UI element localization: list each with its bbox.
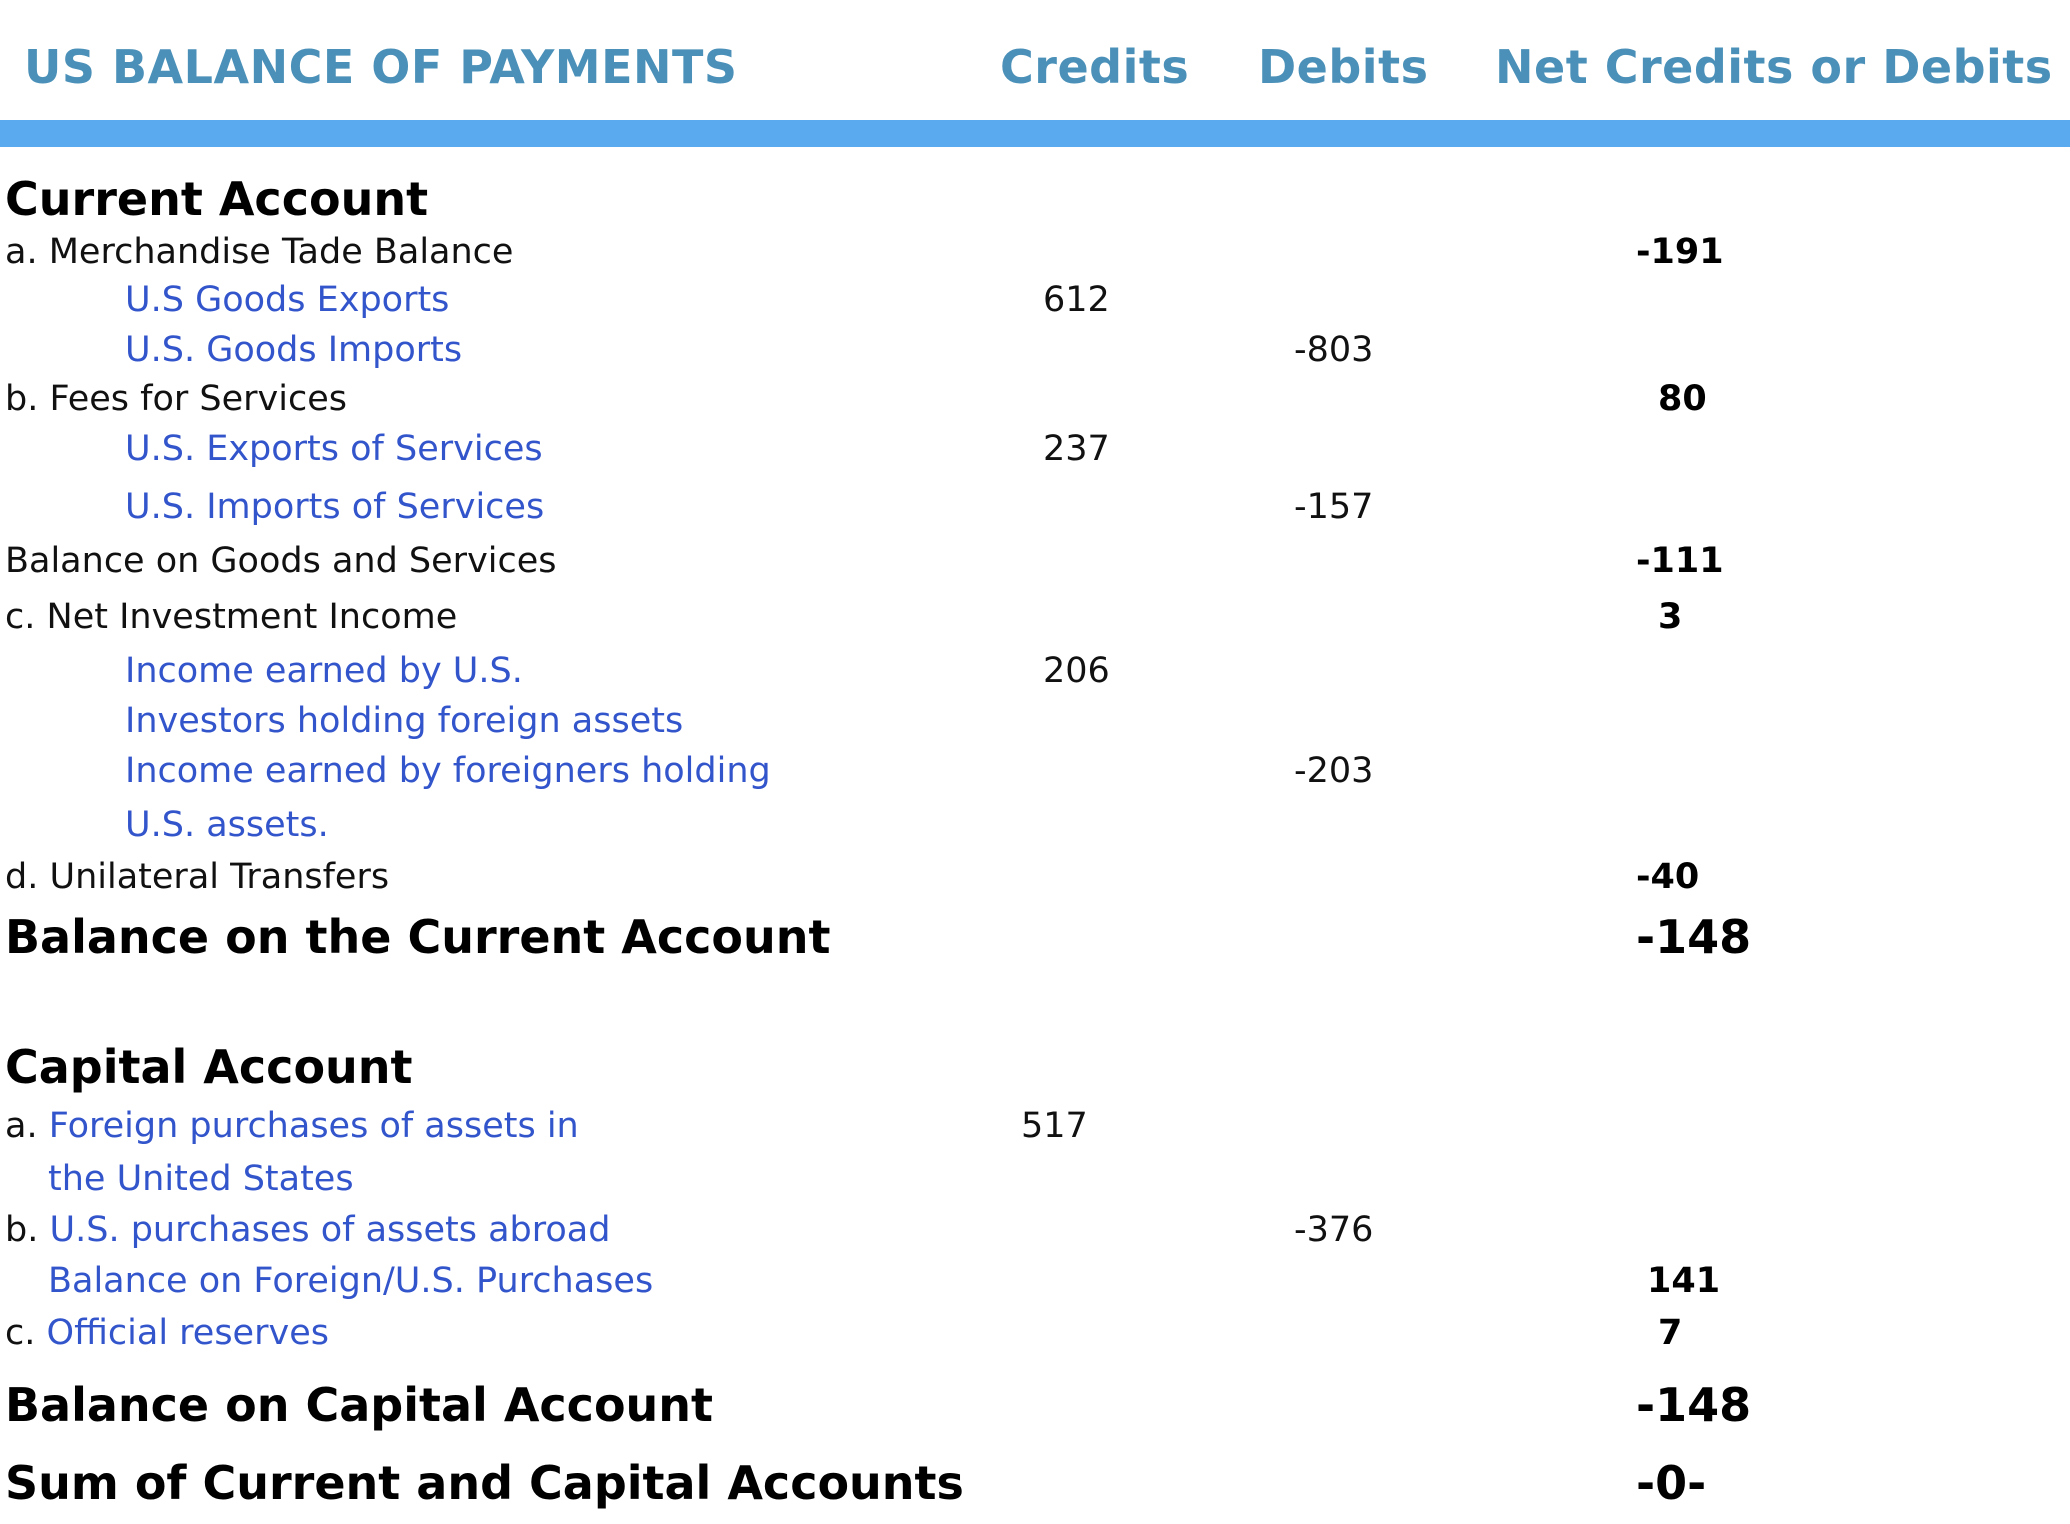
row-income-foreign-label-line1: Income earned by foreigners holding (125, 751, 771, 791)
row-label: Official reserves (46, 1313, 329, 1353)
row-services-net: 80 (1658, 379, 1707, 419)
row-foreign-purchases-label-line2: the United States (48, 1159, 354, 1199)
row-label: Foreign purchases of assets in (48, 1106, 579, 1146)
row-label: Net Investment Income (46, 597, 458, 637)
current-account-balance-label: Balance on the Current Account (5, 910, 831, 964)
column-header-credits: Credits (1000, 40, 1190, 94)
row-income-foreign-label-line2: U.S. assets. (125, 805, 329, 845)
row-prefix: c. (5, 1313, 36, 1353)
row-label: Unilateral Transfers (49, 857, 390, 897)
row-us-purchases-debit: -376 (1294, 1210, 1374, 1250)
row-label: Fees for Services (49, 379, 347, 419)
row-unilateral-net: -40 (1636, 857, 1700, 897)
row-goods-services-balance-label: Balance on Goods and Services (5, 541, 557, 581)
row-merchandise-label (5, 232, 514, 272)
row-foreign-purchases-credit: 517 (1021, 1106, 1088, 1146)
section-heading-current: Current Account (5, 172, 429, 226)
row-goods-services-balance-net: -111 (1636, 541, 1724, 581)
row-prefix: a. (5, 1106, 38, 1146)
capital-account-balance-net: -148 (1636, 1378, 1752, 1432)
row-prefix: c. (5, 597, 36, 637)
row-official-reserves-label (5, 1313, 329, 1353)
row-income-foreign-debit: -203 (1294, 751, 1374, 791)
sum-accounts-label: Sum of Current and Capital Accounts (5, 1456, 964, 1510)
section-heading-capital: Capital Account (5, 1040, 413, 1094)
row-foreign-purchases-label (5, 1106, 579, 1146)
row-services-exports-credit: 237 (1043, 429, 1110, 469)
row-goods-imports-debit: -803 (1294, 330, 1374, 370)
column-header-net: Net Credits or Debits (1495, 40, 2053, 94)
row-label: U.S. purchases of assets abroad (49, 1210, 611, 1250)
row-official-reserves-net: 7 (1658, 1313, 1683, 1353)
row-goods-exports-label: U.S Goods Exports (125, 280, 450, 320)
row-prefix: b. (5, 1210, 39, 1250)
header-divider (0, 120, 2070, 147)
row-foreign-us-balance-label: Balance on Foreign/U.S. Purchases (48, 1261, 654, 1301)
row-goods-exports-credit: 612 (1043, 280, 1110, 320)
row-unilateral-label (5, 857, 390, 897)
row-services-imports-debit: -157 (1294, 487, 1374, 527)
row-income-us-credit: 206 (1043, 651, 1110, 691)
row-services-imports-label: U.S. Imports of Services (125, 487, 545, 527)
row-prefix: b. (5, 379, 39, 419)
row-investment-income-label (5, 597, 458, 637)
row-foreign-us-balance-net: 141 (1647, 1261, 1721, 1301)
row-income-us-label-line2: Investors holding foreign assets (125, 701, 684, 741)
capital-account-balance-label: Balance on Capital Account (5, 1378, 714, 1432)
sum-accounts-net: -0- (1636, 1456, 1707, 1510)
row-goods-imports-label: U.S. Goods Imports (125, 330, 463, 370)
row-merchandise-net: -191 (1636, 232, 1724, 272)
row-us-purchases-label (5, 1210, 611, 1250)
row-services-exports-label: U.S. Exports of Services (125, 429, 543, 469)
row-income-us-label-line1: Income earned by U.S. (125, 651, 523, 691)
column-header-debits: Debits (1258, 40, 1429, 94)
row-investment-income-net: 3 (1658, 597, 1683, 637)
row-prefix: d. (5, 857, 39, 897)
row-prefix: a. (5, 232, 38, 272)
row-services-label (5, 379, 347, 419)
page-title: US BALANCE OF PAYMENTS (24, 40, 738, 94)
row-label: Merchandise Tade Balance (48, 232, 514, 272)
current-account-balance-net: -148 (1636, 910, 1752, 964)
